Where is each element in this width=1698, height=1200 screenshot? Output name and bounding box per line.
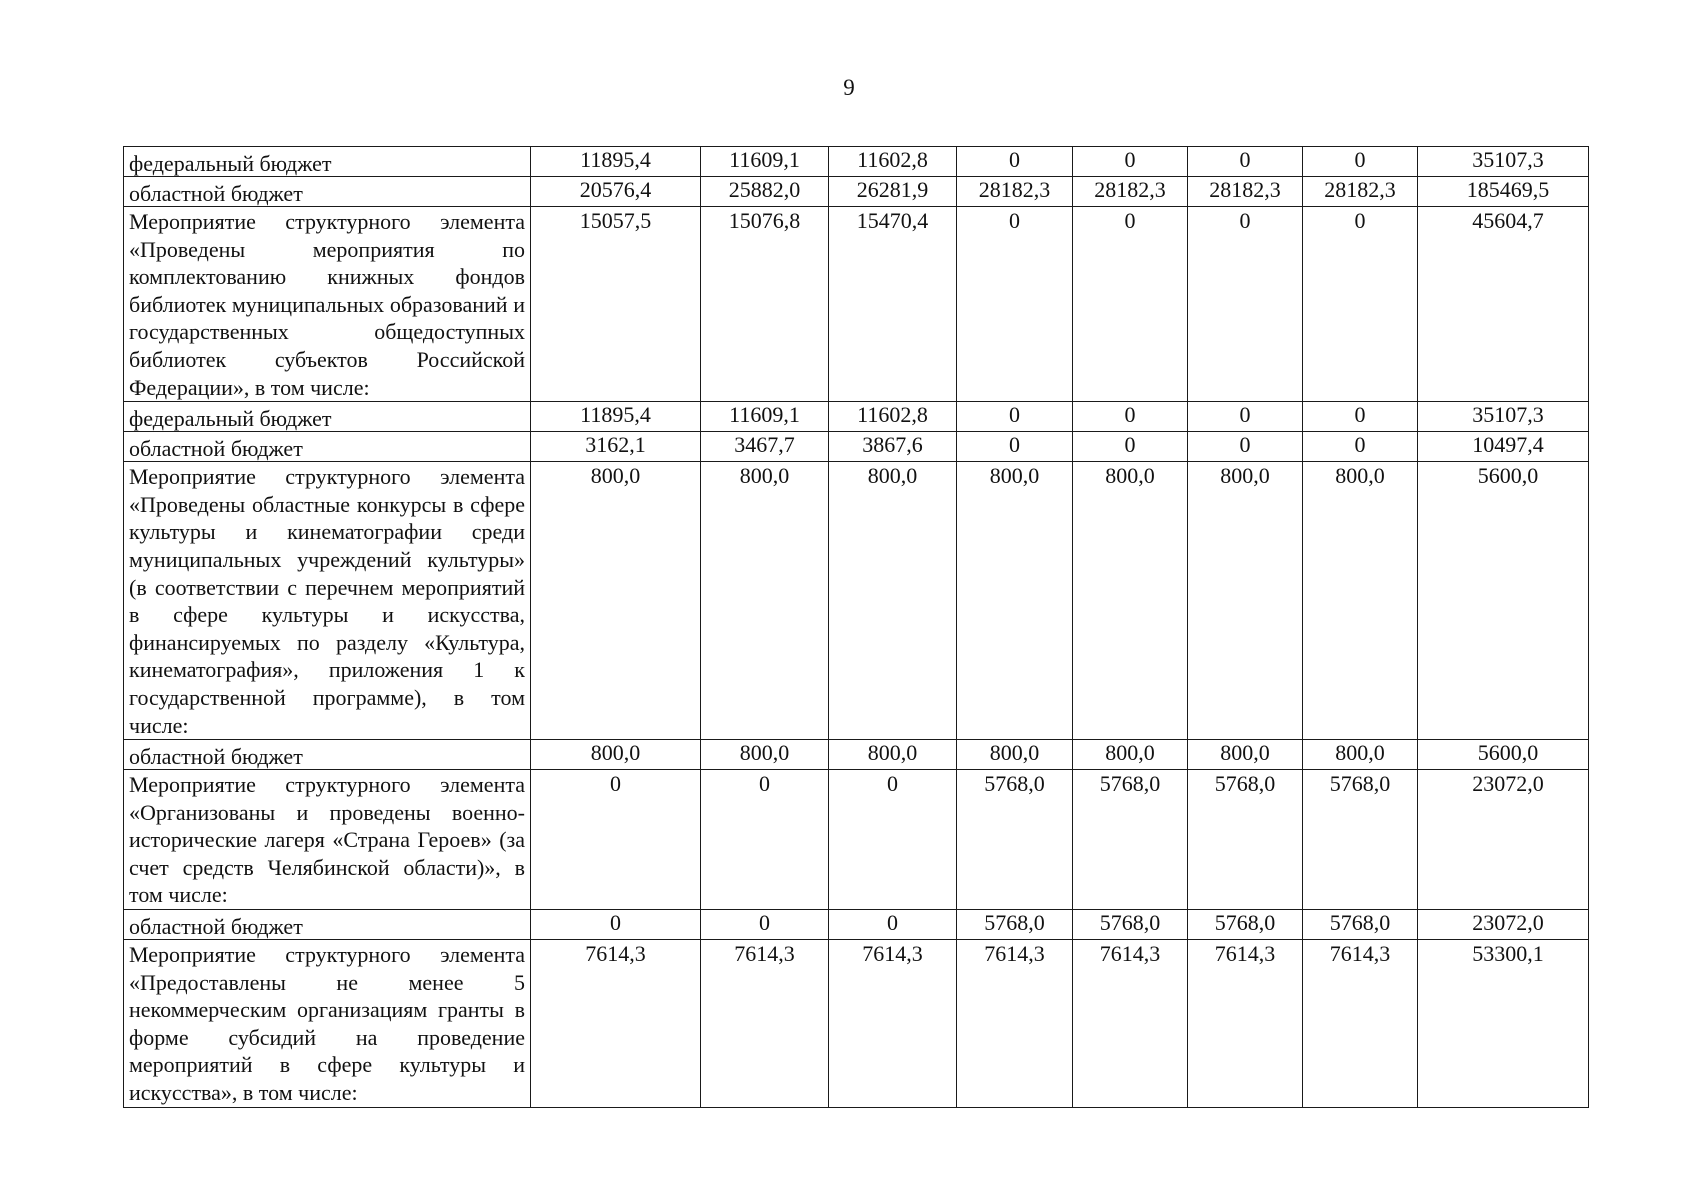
row-total: 5600,0 [1418,740,1589,770]
row-label: областной бюджет [124,740,531,770]
row-label: областной бюджет [124,910,531,940]
row-value: 15470,4 [829,207,957,402]
row-value: 11602,8 [829,147,957,177]
row-value: 800,0 [957,740,1073,770]
row-value: 28182,3 [1188,177,1303,207]
row-value: 800,0 [957,462,1073,740]
table-row [124,402,1589,432]
budget-table-body [124,147,1589,1108]
row-value: 7614,3 [1188,940,1303,1108]
row-value: 7614,3 [1303,940,1418,1108]
row-value: 800,0 [1303,462,1418,740]
table-row [124,770,1589,910]
table-row [124,432,1589,462]
row-value: 5768,0 [1188,770,1303,910]
row-value: 800,0 [531,462,701,740]
row-value: 11895,4 [531,402,701,432]
row-value: 28182,3 [1073,177,1188,207]
row-label: областной бюджет [124,432,531,462]
row-value: 28182,3 [1303,177,1418,207]
row-value: 0 [829,770,957,910]
row-label: федеральный бюджет [124,402,531,432]
row-label: Мероприятие структурного элемента «Проведены областные конкурсы в сфере культуры и кинематографии среди муниципальных учреждений культуры» (в соответствии с перечнем мероприятий в сфере культуры и искусства, финансируемых по разделу «Культура, кинематография», приложения 1 к государственной программе), в том числе: [124,462,531,740]
row-value: 5768,0 [1073,910,1188,940]
row-total: 5600,0 [1418,462,1589,740]
row-label: Мероприятие структурного элемента «Организованы и проведены военно-исторические лагеря «Страна Героев» (за счет средств Челябинской области)», в том числе: [124,770,531,910]
row-value: 20576,4 [531,177,701,207]
row-value: 3467,7 [701,432,829,462]
row-value: 800,0 [1073,740,1188,770]
row-value: 26281,9 [829,177,957,207]
row-total: 45604,7 [1418,207,1589,402]
row-value: 15057,5 [531,207,701,402]
row-total: 23072,0 [1418,910,1589,940]
row-value: 0 [957,432,1073,462]
row-value: 0 [1303,432,1418,462]
row-value: 800,0 [1303,740,1418,770]
row-total: 35107,3 [1418,147,1589,177]
row-value: 5768,0 [1073,770,1188,910]
row-value: 0 [531,910,701,940]
row-value: 0 [701,910,829,940]
row-value: 0 [957,147,1073,177]
row-value: 0 [1303,402,1418,432]
row-value: 5768,0 [1303,770,1418,910]
row-value: 800,0 [701,740,829,770]
row-value: 0 [1073,402,1188,432]
row-value: 800,0 [829,740,957,770]
row-value: 800,0 [1188,462,1303,740]
row-total: 35107,3 [1418,402,1589,432]
row-value: 25882,0 [701,177,829,207]
row-value: 11609,1 [701,402,829,432]
row-value: 0 [1303,147,1418,177]
row-value: 0 [1188,207,1303,402]
row-value: 800,0 [1073,462,1188,740]
row-value: 5768,0 [1188,910,1303,940]
table-row [124,910,1589,940]
table-row [124,462,1589,740]
row-value: 0 [1073,147,1188,177]
row-value: 5768,0 [957,770,1073,910]
row-value: 11895,4 [531,147,701,177]
table-row [124,177,1589,207]
row-value: 0 [1188,402,1303,432]
page-number: 9 [843,75,855,100]
row-value: 11602,8 [829,402,957,432]
row-value: 0 [1303,207,1418,402]
row-label: федеральный бюджет [124,147,531,177]
row-value: 7614,3 [1073,940,1188,1108]
row-value: 28182,3 [957,177,1073,207]
row-value: 0 [1073,432,1188,462]
budget-table [123,146,1589,1108]
row-value: 0 [1073,207,1188,402]
row-total: 23072,0 [1418,770,1589,910]
row-label: Мероприятие структурного элемента «Проведены мероприятия по комплектованию книжных фондов библиотек муниципальных образований и государственных общедоступных библиотек субъектов Российской Федерации», в том числе: [124,207,531,402]
row-value: 0 [531,770,701,910]
row-value: 7614,3 [957,940,1073,1108]
row-total: 10497,4 [1418,432,1589,462]
row-label: Мероприятие структурного элемента «Предоставлены не менее 5 некоммерческим организациям гранты в форме субсидий на проведение мероприятий в сфере культуры и искусства», в том числе: [124,940,531,1108]
row-value: 0 [1188,432,1303,462]
table-row [124,740,1589,770]
row-value: 3162,1 [531,432,701,462]
table-row [124,940,1589,1108]
table-row [124,207,1589,402]
row-value: 800,0 [701,462,829,740]
row-value: 0 [1188,147,1303,177]
row-label: областной бюджет [124,177,531,207]
row-value: 7614,3 [701,940,829,1108]
row-value: 800,0 [829,462,957,740]
row-value: 800,0 [531,740,701,770]
row-value: 800,0 [1188,740,1303,770]
row-value: 11609,1 [701,147,829,177]
row-value: 0 [957,207,1073,402]
row-value: 3867,6 [829,432,957,462]
row-value: 5768,0 [1303,910,1418,940]
row-total: 53300,1 [1418,940,1589,1108]
row-value: 7614,3 [829,940,957,1108]
row-total: 185469,5 [1418,177,1589,207]
row-value: 7614,3 [531,940,701,1108]
table-row [124,147,1589,177]
row-value: 5768,0 [957,910,1073,940]
row-value: 0 [829,910,957,940]
row-value: 0 [701,770,829,910]
row-value: 0 [957,402,1073,432]
row-value: 15076,8 [701,207,829,402]
